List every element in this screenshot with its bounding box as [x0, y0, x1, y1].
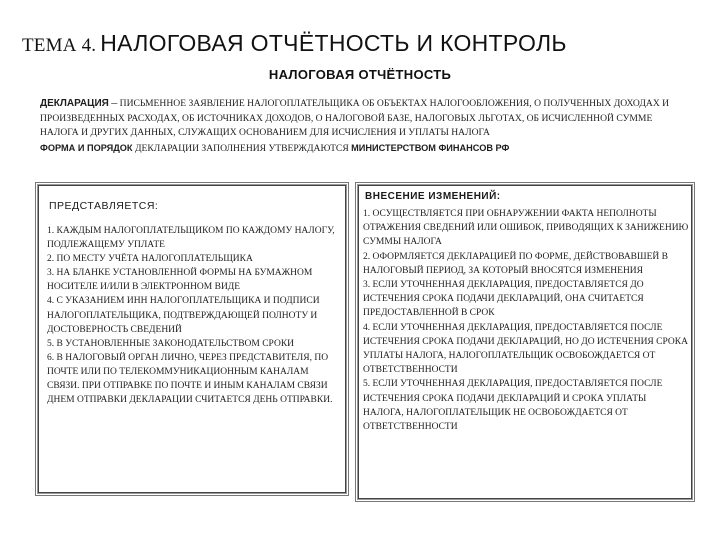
definition-paragraph — [40, 95, 688, 141]
topic-title: НАЛОГОВАЯ ОТЧЁТНОСТЬ И КОНТРОЛЬ — [100, 30, 567, 56]
form-approval-authority: МИНИСТЕРСТВОМ ФИНАНСОВ РФ — [351, 142, 510, 153]
form-approval-mid: ДЕКЛАРАЦИИ ЗАПОЛНЕНИЯ УТВЕРЖДАЮТСЯ — [134, 142, 349, 154]
amendments-box — [358, 185, 692, 499]
slide-title — [22, 30, 712, 57]
section-subtitle — [0, 67, 720, 82]
form-approval-line — [40, 141, 688, 157]
submission-box — [38, 185, 346, 493]
amendments-title: ВНЕСЕНИЕ ИЗМЕНЕНИЙ: — [365, 191, 501, 202]
amendments-rules: 1. ОСУЩЕСТВЛЯЕТСЯ ПРИ ОБНАРУЖЕНИИ ФАКТА НЕПОЛНОТЫ ОТРАЖЕНИЯ СВЕДЕНИЙ ИЛИ ОШИБОК, ПРИВОДЯЩИХ К ЗАНИЖЕНИЮ СУММЫ НАЛОГА 2. ОФОРМЛЯЕТСЯ ДЕКЛАРАЦИЕЙ ПО ФОРМЕ, ДЕЙСТВОВАВШЕЙ В НАЛОГОВЫЙ ПЕРИОД, ЗА КОТОРЫЙ ВНОСЯТСЯ ИЗМЕНЕНИЯ 3. ЕСЛИ УТОЧНЕННАЯ ДЕКЛАРАЦИЯ, ПРЕДОСТАВЛЯЕТСЯ ДО ИСТЕЧЕНИЯ СРОКА ПОДАЧИ ДЕКЛАРАЦИЙ, ОНА СЧИТАЕТСЯ ПРЕДОСТАВЛЕННОЙ В СРОК 4. ЕСЛИ УТОЧНЕННАЯ ДЕКЛАРАЦИЯ, ПРЕДОСТАВЛЯЕТСЯ ПОСЛЕ ИСТЕЧЕНИЯ СРОКА ПОДАЧИ ДЕКЛАРАЦИЙ, НО ДО ИСТЕЧЕНИЯ СРОКА УПЛАТЫ НАЛОГА, НАЛОГОПЛАТЕЛЬЩИК ОСВОБОЖДАЕТСЯ ОТ ОТВЕТСТВЕННОСТИ 5. ЕСЛИ УТОЧНЕННАЯ ДЕКЛАРАЦИЯ, ПРЕДОСТАВЛЯЕТСЯ ПОСЛЕ ИСТЕЧЕНИЯ СРОКА ПОДАЧИ ДЕКЛАРАЦИЙ И СРОКА УПЛАТЫ НАЛОГА, НАЛОГОПЛАТЕЛЬЩИК НЕ ОСВОБОЖДАЕТСЯ ОТ ОТВЕТСТВЕННОСТИ — [363, 209, 689, 433]
form-approval-lead: ФОРМА И ПОРЯДОК — [40, 142, 133, 153]
subtitle-text: НАЛОГОВАЯ ОТЧЁТНОСТЬ — [268, 67, 452, 82]
submission-rules: 1. КАЖДЫМ НАЛОГОПЛАТЕЛЬЩИКОМ ПО КАЖДОМУ НАЛОГУ, ПОДЛЕЖАЩЕМУ УПЛАТЕ 2. ПО МЕСТУ УЧЁТА НАЛОГОПЛАТЕЛЬЩИКА 3. НА БЛАНКЕ УСТАНОВЛЕННОЙ ФОРМЫ НА БУМАЖНОМ НОСИТЕЛЕ И/ИЛИ В ЭЛЕКТРОННОМ ВИДЕ 4. С УКАЗАНИЕМ ИНН НАЛОГОПЛАТЕЛЬЩИКА И ПОДПИСИ НАЛОГОПЛАТЕЛЬЩИКА, ПОДТВЕРЖДАЮЩЕЙ ПОЛНОТУ И ДОСТОВЕРНОСТЬ СВЕДЕНИЙ 5. В УСТАНОВЛЕННЫЕ ЗАКОНОДАТЕЛЬСТВОМ СРОКИ 6. В НАЛОГОВЫЙ ОРГАН ЛИЧНО, ЧЕРЕЗ ПРЕДСТАВИТЕЛЯ, ПО ПОЧТЕ ИЛИ ПО ТЕЛЕКОММУНИКАЦИОННЫМ КАНАЛАМ СВЯЗИ. ПРИ ОТПРАВКЕ ПО ПОЧТЕ И ИНЫМ КАНАЛАМ СВЯЗИ ДНЕМ ОТПРАВКИ ДЕКЛАРАЦИИ СЧИТАЕТСЯ ДЕНЬ ОТПРАВКИ. — [47, 226, 335, 406]
declaration-definition — [40, 95, 688, 156]
definition-term: ДЕКЛАРАЦИЯ — [40, 98, 109, 109]
definition-text: ПИСЬМЕННОЕ ЗАЯВЛЕНИЕ НАЛОГОПЛАТЕЛЬЩИКА ОБ ОБЪЕКТАХ НАЛОГООБЛОЖЕНИЯ, О ПОЛУЧЕННЫХ ДОХОДАХ И ПРОИЗВЕДЕННЫХ РАСХОДАХ, ОБ ИСТОЧНИКАХ ДОХОДОВ, О НАЛОГОВОЙ БАЗЕ, НАЛОГОВЫХ ЛЬГОТАХ, ОБ ИСЧИСЛЕННОЙ СУММЕ НАЛОГА И ДРУГИХ ДАННЫХ, СЛУЖАЩИХ ОСНОВАНИЕМ ДЛЯ ИСЧИСЛЕНИЯ И УПЛАТЫ НАЛОГА — [40, 98, 670, 139]
definition-dash: – — [111, 95, 118, 109]
submission-title: ПРЕДСТАВЛЯЕТСЯ: — [49, 200, 159, 212]
topic-number: ТЕМА 4. — [22, 35, 97, 56]
